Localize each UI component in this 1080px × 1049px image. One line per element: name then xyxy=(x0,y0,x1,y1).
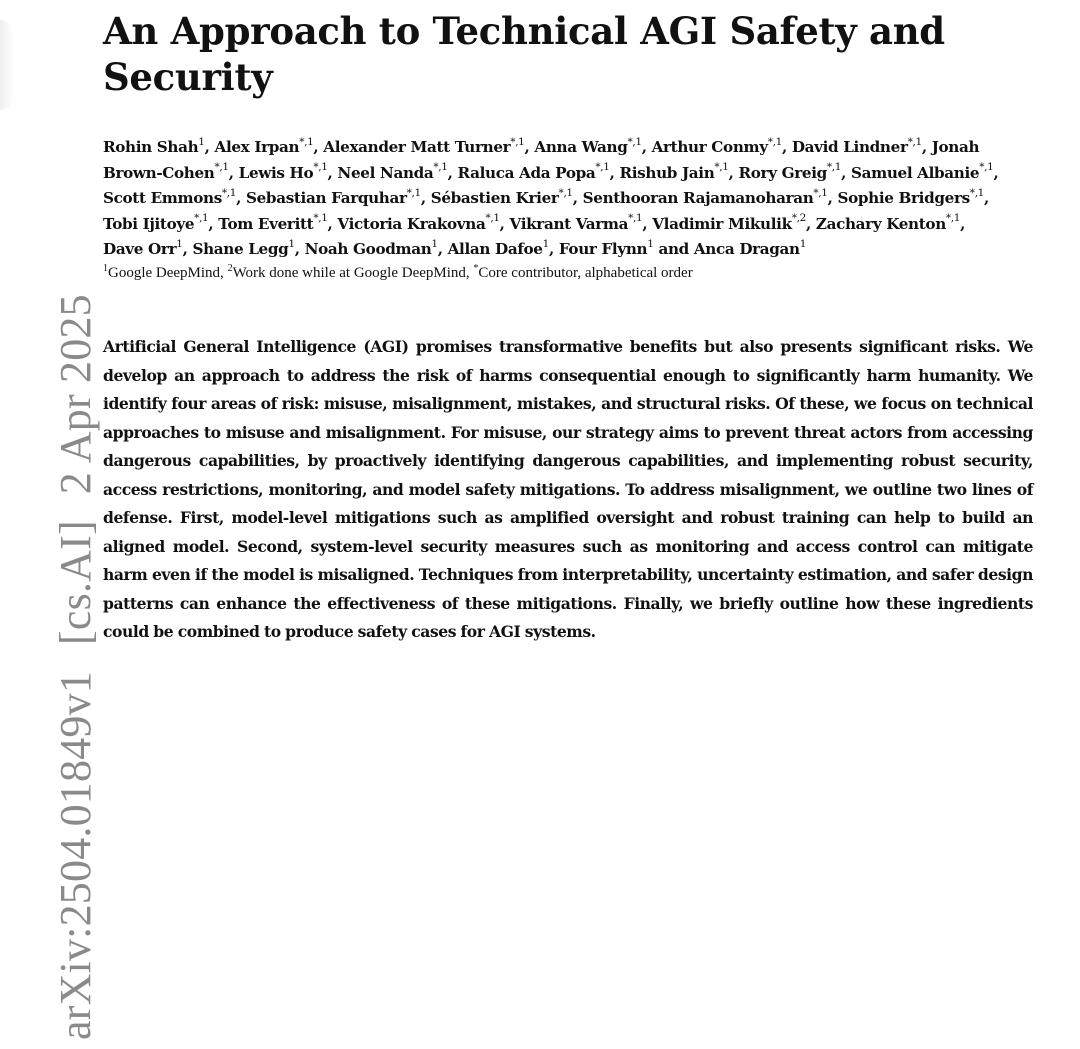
author-affiliation-mark: *,1 xyxy=(627,135,642,148)
author-affiliation-mark: *,1 xyxy=(595,161,610,174)
author-name: Tom Everitt xyxy=(218,214,314,233)
author xyxy=(304,237,438,258)
author-name: Samuel Albanie xyxy=(850,163,980,182)
author xyxy=(509,212,643,233)
author xyxy=(337,212,500,233)
author-affiliation-mark: *,1 xyxy=(313,161,328,174)
author-affiliation-mark: *,1 xyxy=(194,212,209,225)
author-name: Scott Emmons xyxy=(103,189,222,207)
abstract: Artificial General Intelligence (AGI) promises transformative benefits but also presents significant risks. We develop an approach to address the risk of harms consequential enough to significantly harm humanity. We identify four areas of risk: misuse, misalignment, mistakes, and structural risks. Of these, we focus on technical approaches to misuse and misalignment. For misuse, our strategy aims to prevent threat actors from accessing dangerous capabilities, by proactively identifying dangerous capabilities, and implementing robust security, access restrictions, monitoring, and model safety mitigations. To address misalignment, we outline two lines of defense. First, model-level mitigations such as amplified oversight and robust training can help to build an aligned model. Second, system-level security measures such as monitoring and access control can mitigate harm even if the model is misaligned. Techniques from interpretability, uncertainty estimation, and safer design patterns can enhance the effectiveness of these mitigations. Finally, we briefly outline how these ingredients could be combined to produce safety cases for AGI systems. xyxy=(103,337,1033,641)
author xyxy=(850,161,994,182)
arxiv-category: [cs.AI] xyxy=(51,520,100,645)
author xyxy=(693,237,807,258)
author xyxy=(246,186,421,207)
author-affiliation-mark: *,1 xyxy=(214,161,229,174)
author-name: Sebastian Farquhar xyxy=(246,189,407,207)
author xyxy=(738,161,842,182)
author-name: Sophie Bridgers xyxy=(837,189,970,207)
affiliation-text: Work done while at Google DeepMind, xyxy=(232,265,474,281)
author xyxy=(218,212,328,233)
page-edge-shadow xyxy=(0,20,14,110)
author-name: Rohin Shah xyxy=(103,138,199,156)
author-affiliation-mark: *,1 xyxy=(406,186,421,199)
author-name: Alex Irpan xyxy=(214,138,300,156)
author-name: Tobi Ijitoye xyxy=(103,214,195,233)
author-affiliation-mark: 1 xyxy=(799,237,807,250)
author-name: Lewis Ho xyxy=(238,163,314,182)
affiliation-notes xyxy=(103,264,1003,282)
author xyxy=(815,212,961,233)
author-name: Alexander Matt Turner xyxy=(323,138,511,156)
affiliation-text: Google DeepMind, xyxy=(108,265,228,281)
author-name: Shane Legg xyxy=(192,240,289,258)
author-affiliation-mark: 1 xyxy=(647,237,654,250)
affiliation-note xyxy=(228,265,474,281)
author-name: Jonah Brown-Cohen xyxy=(103,138,980,182)
author xyxy=(619,161,729,182)
author-name: Senthooran Rajamanoharan xyxy=(582,189,814,207)
affiliation-note xyxy=(103,265,228,281)
author-affiliation-mark: *,1 xyxy=(969,186,985,199)
author-affiliation-mark: *,1 xyxy=(299,135,314,148)
author-name: Four Flynn xyxy=(558,240,648,258)
author-name: Anca Dragan xyxy=(693,240,800,258)
author-name: Zachary Kenton xyxy=(815,214,946,233)
author xyxy=(534,135,642,156)
author-name: Raluca Ada Popa xyxy=(457,163,596,182)
author-name: Sébastien Krier xyxy=(430,189,559,207)
author xyxy=(103,237,183,258)
author xyxy=(323,135,525,156)
author xyxy=(214,135,314,156)
author xyxy=(558,237,654,258)
author-affiliation-mark: *,2 xyxy=(791,212,806,225)
author-affiliation-mark: 1 xyxy=(542,237,549,250)
author-name: David Lindner xyxy=(791,138,908,156)
author-affiliation-mark: *,1 xyxy=(313,212,328,225)
author xyxy=(337,161,448,182)
author-affiliation-mark: *,1 xyxy=(979,161,994,174)
author-name: Rishub Jain xyxy=(619,163,715,182)
affiliation-mark: * xyxy=(473,263,479,274)
arxiv-id[interactable]: arXiv:2504.01849v1 xyxy=(51,670,100,1040)
author-name: Neel Nanda xyxy=(337,163,434,182)
paper-title-line-2: Security xyxy=(103,55,273,99)
author-affiliation-mark: 1 xyxy=(176,237,183,250)
author xyxy=(582,186,828,207)
author-affiliation-mark: *,1 xyxy=(826,161,842,174)
author-affiliation-mark: *,1 xyxy=(221,186,237,199)
author-name: Noah Goodman xyxy=(304,240,432,258)
author-name: Arthur Conmy xyxy=(651,138,768,156)
affiliation-mark: 2 xyxy=(227,263,233,274)
author xyxy=(651,135,782,156)
author xyxy=(791,135,922,156)
author xyxy=(103,135,205,156)
author-affiliation-mark: *,1 xyxy=(945,212,961,225)
author xyxy=(652,212,806,233)
author xyxy=(457,161,610,182)
paper-title xyxy=(103,8,1003,100)
author-name: Victoria Krakovna xyxy=(337,214,486,233)
author-list: Rohin Shah$^1$, Alex Irpan$^{*,1}$, Alexander Matt Turner$^{*,1}$, Anna Wang$^{*,1}$, Arthur Conmy$^{*,1}$, David Lindner$^{*,1}$, Jonah Brown-Cohen$^{*,1}$, Lewis $Ho^{*,1}$, Neel Nanda$^{*,1}$, Raluca Ada Popa$^{*,1}$, Rishub Jain$^{*,1}$, Rory Greig$^{*,1}$, Samuel Albanie$^{*,1}$, Scott Emmons$^{*,1}$, Sebastian Farquhar$^{*,1}$, Sébastien Krier$^{*,1}$, Senthooran Rajamanoharan$^{*,1}$, Sophie Bridgers$^{*,1}$, Tobi Ijitoye$^{*,1}$, Tom Everitt$^{*,1}$, Victoria Krakovna$^{*,1}$, Vikrant Varma$^{*,1}$, Vladimir Mikulik$^{*,2}$, Zachary Kenton$^{*,1}$, Dave Orr$^1$, Shane Legg$^1$, Noah Goodman$^1$, Allan Dafoe$^1$, Four Flynn$^1$ and Anca Dragan$^1$ xyxy=(103,135,999,258)
author-name: Rory Greig xyxy=(738,163,827,182)
author-affiliation-mark: *,1 xyxy=(767,135,782,148)
author-name: Allan Dafoe xyxy=(447,240,543,258)
author xyxy=(837,186,985,207)
author-name: Dave Orr xyxy=(103,240,177,258)
author xyxy=(238,161,328,182)
author-affiliation-mark: 1 xyxy=(431,237,438,250)
author-affiliation-mark: *,1 xyxy=(510,135,525,148)
author-name: Vladimir Mikulik xyxy=(652,214,792,233)
author xyxy=(103,212,209,233)
author-affiliation-mark: *,1 xyxy=(813,186,828,199)
paper-title-line-1: An Approach to Technical AGI Safety and xyxy=(103,9,945,53)
author-affiliation-mark: *,1 xyxy=(714,161,729,174)
author-name: Anna Wang xyxy=(534,138,628,156)
author-affiliation-mark: *,1 xyxy=(485,212,500,225)
author xyxy=(430,186,573,207)
arxiv-identifier-stamp xyxy=(50,294,101,1040)
affiliation-mark: 1 xyxy=(103,263,108,274)
author-name: Vikrant Varma xyxy=(509,214,629,233)
author-affiliation-mark: 1 xyxy=(198,135,205,148)
arxiv-date: 2 Apr 2025 xyxy=(51,294,100,495)
author xyxy=(447,237,549,258)
affiliation-note xyxy=(473,265,692,281)
author-affiliation-mark: *,1 xyxy=(907,135,922,148)
author-affiliation-mark: *,1 xyxy=(433,161,448,174)
author-affiliation-mark: *,1 xyxy=(628,212,643,225)
affiliation-text: Core contributor, alphabetical order xyxy=(478,265,693,281)
author-affiliation-mark: *,1 xyxy=(558,186,573,199)
author xyxy=(103,186,237,207)
author-affiliation-mark: 1 xyxy=(288,237,295,250)
author xyxy=(192,237,295,258)
